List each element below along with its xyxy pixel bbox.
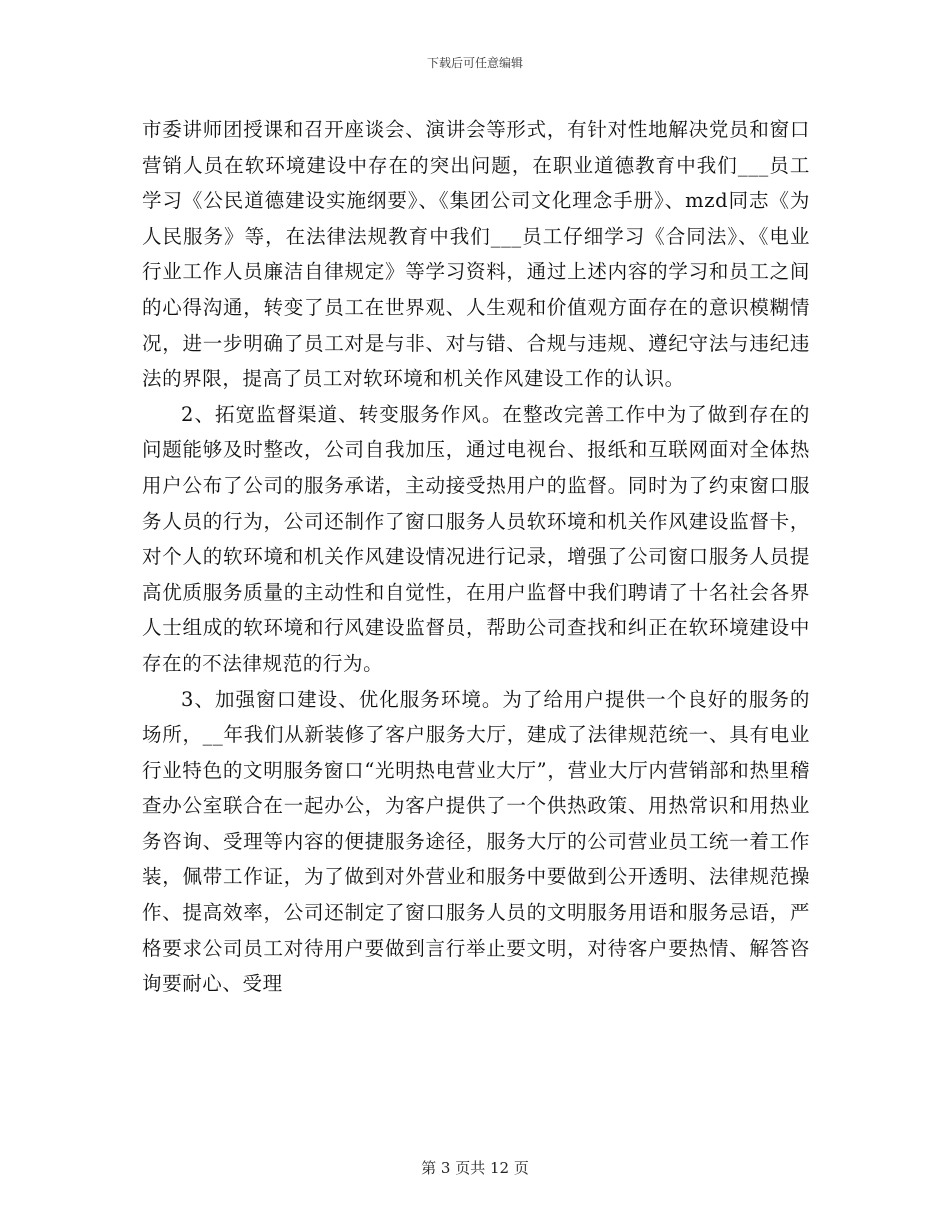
document-body <box>142 112 810 1002</box>
paragraph-continuation: 市委讲师团授课和召开座谈会、演讲会等形式，有针对性地解决党员和窗口营销人员在软环境建设中存在的突出问题，在职业道德教育中我们___员工学习《公民道德建设实施纲要》、《集团公司文化理念手册》、mzd同志《为人民服务》等，在法律法规教育中我们___员工仔细学习《合同法》、《电业行业工作人员廉洁自律规定》等学习资料，通过上述内容的学习和员工之间的心得沟通，转变了员工在世界观、人生观和价值观方面存在的意识模糊情况，进一步明确了员工对是与非、对与错、合规与违规、遵纪守法与违纪违法的界限，提高了员工对软环境和机关作风建设工作的认识。 <box>142 118 810 391</box>
paragraph-supervision: 2、拓宽监督渠道、转变服务作风。在整改完善工作中为了做到存在的问题能够及时整改，公司自我加压，通过电视台、报纸和互联网面对全体热用户公布了公司的服务承诺，主动接受热用户的监督。同时为了约束窗口服务人员的行为，公司还制作了窗口服务人员软环境和机关作风建设监督卡，对个人的软环境和机关作风建设情况进行记录，增强了公司窗口服务人员提高优质服务质量的主动性和自觉性，在用户监督中我们聘请了十名社会各界人士组成的软环境和行风建设监督员，帮助公司查找和纠正在软环境建设中存在的不法律规范的行为。 <box>142 402 810 675</box>
page-header: 下载后可任意编辑 <box>426 56 523 70</box>
paragraph-window-construction: 3、加强窗口建设、优化服务环境。为了给用户提供一个良好的服务的场所，__年我们从新装修了客户服务大厅，建成了法律规范统一、具有电业行业特色的文明服务窗口“光明热电营业大厅”，营业大厅内营销部和热里稽查办公室联合在一起办公，为客户提供了一个供热政策、用热常识和用热业务咨询、受理等内容的便捷服务途径，服务大厅的公司营业员工统一着工作装，佩带工作证，为了做到对外营业和服务中要做到公开透明、法律规范操作、提高效率，公司还制定了窗口服务人员的文明服务用语和服务忌语，严格要求公司员工对待用户要做到言行举止要文明，对待客户要热情、解答咨询要耐心、受理 <box>142 687 810 996</box>
page-number: 第 3 页共 12 页 <box>421 1159 529 1177</box>
